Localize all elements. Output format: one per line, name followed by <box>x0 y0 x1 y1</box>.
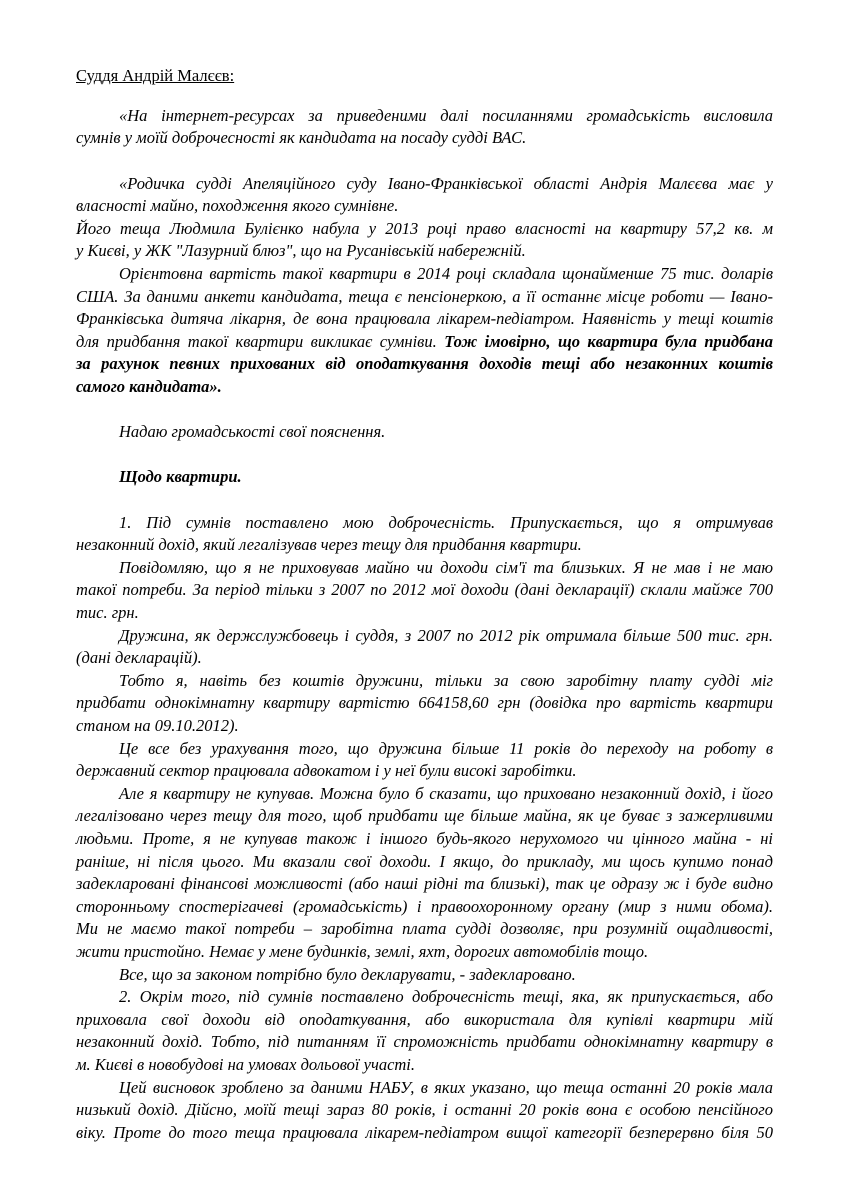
text-line: «На інтернет-ресурсах за приведеними далі посиланнями громадськість висловила <box>119 106 773 125</box>
text-line: Це все без урахування того, що дружина більше 11 років до переходу на роботу в <box>119 739 773 758</box>
text-line: незаконний дохід. Тобто, під питанням її спроможність придбати однокімнатну квартиру в <box>76 1032 773 1051</box>
text-line: станом на 09.10.2012). <box>76 716 239 735</box>
text-line: 1. Під сумнів поставлено мою доброчесність. Припускається, що я отримував <box>119 513 773 532</box>
text-line: раніше, ні після цього. Ми вказали свої доходи. І якщо, до прикладу, ми щось купимо понад <box>76 852 773 871</box>
text-line: сторонньому спостерігачеві (громадськість) і правоохоронному органу (мир з ними обома). <box>76 897 773 916</box>
bold-text-line: за рахунок певних прихованих від оподаткування доходів тещі або незаконних коштів <box>76 354 773 373</box>
text-line: Все, що за законом потрібно було декларувати, - задекларовано. <box>119 965 576 984</box>
bold-text-segment: Тож імовірно, що квартира була придбана <box>444 332 774 351</box>
text-line: Орієнтовна вартість такої квартири в 2014 році складала щонайменше 75 тис. доларів <box>119 264 773 283</box>
text-line: Франківська дитяча лікарня, де вона працювала лікарем-педіатром. Наявність у тещі коштів <box>76 309 773 328</box>
text-line: приховала свої доходи від оподаткування, або використала для купівлі квартири мій <box>76 1010 773 1029</box>
text-line: Цей висновок зроблено за даними НАБУ, в яких указано, що теща останні 20 років мала <box>119 1078 773 1097</box>
text-line: м. Києві в новобудові на умовах дольової участі. <box>76 1055 416 1074</box>
text-line: Дружина, як держслужбовець і суддя, з 2007 по 2012 рік отримала більше 500 тис. грн. <box>119 626 773 645</box>
text-line: людьми. Проте, я не купував також і іншого будь-якого нерухомого чи цінного майна - ні <box>76 829 773 848</box>
text-line: Тобто я, навіть без коштів дружини, тільки за свою заробітну плату судді міг <box>119 671 773 690</box>
text-line: віку. Проте до того теща працювала лікарем-педіатром вищої категорії безперервно біля 50 <box>76 1123 773 1142</box>
text-line: «Родичка судді Апеляційного суду Івано-Франківської області Андрія Малєєва має у <box>119 174 773 193</box>
text-line: такої потреби. За період тільки з 2007 по 2012 мої доходи (дані декларації) склали майже 700 <box>76 580 773 599</box>
text-line: задекларовані фінансові можливості (або наші рідні та близькі), так це одразу ж і буде видно <box>76 874 773 893</box>
text-line: власності майно, походження якого сумнівне. <box>76 196 399 215</box>
text-line: незаконний дохід, який легалізував через тещу для придбання квартири. <box>76 535 582 554</box>
text-line: Надаю громадськості свої пояснення. <box>119 422 386 441</box>
page-title: Суддя Андрій Малєєв: <box>76 66 235 85</box>
text-line: Його теща Людмила Булієнко набула у 2013 році право власності на квартиру 57,2 кв. м <box>76 219 773 238</box>
text-line: легалізовано через тещу для того, щоб придбати ще більше майна, як це буває з зажерливими <box>76 806 773 825</box>
bold-text-line: самого кандидата». <box>76 377 222 396</box>
text-line: США. За даними анкети кандидата, теща є пенсіонеркою, а її останнє місце роботи — Івано- <box>76 287 773 306</box>
text-segment: для придбання такої квартири викликає сумніви. <box>76 332 437 351</box>
section-heading: Щодо квартири. <box>119 467 242 486</box>
text-line: Ми не маємо такої потреби – заробітна плата судді дозволяє, при розумній ощадливості, <box>76 919 773 938</box>
text-line <box>76 331 773 353</box>
text-line: (дані декларацій). <box>76 648 202 667</box>
text-line: Але я квартиру не купував. Можна було б сказати, що приховано незаконний дохід, і його <box>119 784 773 803</box>
text-line: придбати однокімнатну квартиру вартістю 664158,60 грн (довідка про вартість квартири <box>76 693 773 712</box>
text-line: жити пристойно. Немає у мене будинків, землі, яхт, дорогих автомобілів тощо. <box>76 942 649 961</box>
text-line: державний сектор працювала адвокатом і у неї були високі заробітки. <box>76 761 577 780</box>
text-line: 2. Окрім того, під сумнів поставлено доброчесність тещі, яка, як припускається, або <box>119 987 773 1006</box>
text-line: сумнів у моїй доброчесності як кандидата на посаду судді ВАС. <box>76 128 527 147</box>
text-line: Повідомляю, що я не приховував майно чи доходи сім'ї та близьких. Я не мав і не маю <box>119 558 773 577</box>
text-line: тис. грн. <box>76 603 139 622</box>
text-line: у Києві, у ЖК "Лазурний блюз", що на Русанівській набережній. <box>76 241 526 260</box>
text-line: низький дохід. Дійсно, моїй тещі зараз 80 років, і останні 20 років вона є особою пенсійного <box>76 1100 773 1119</box>
